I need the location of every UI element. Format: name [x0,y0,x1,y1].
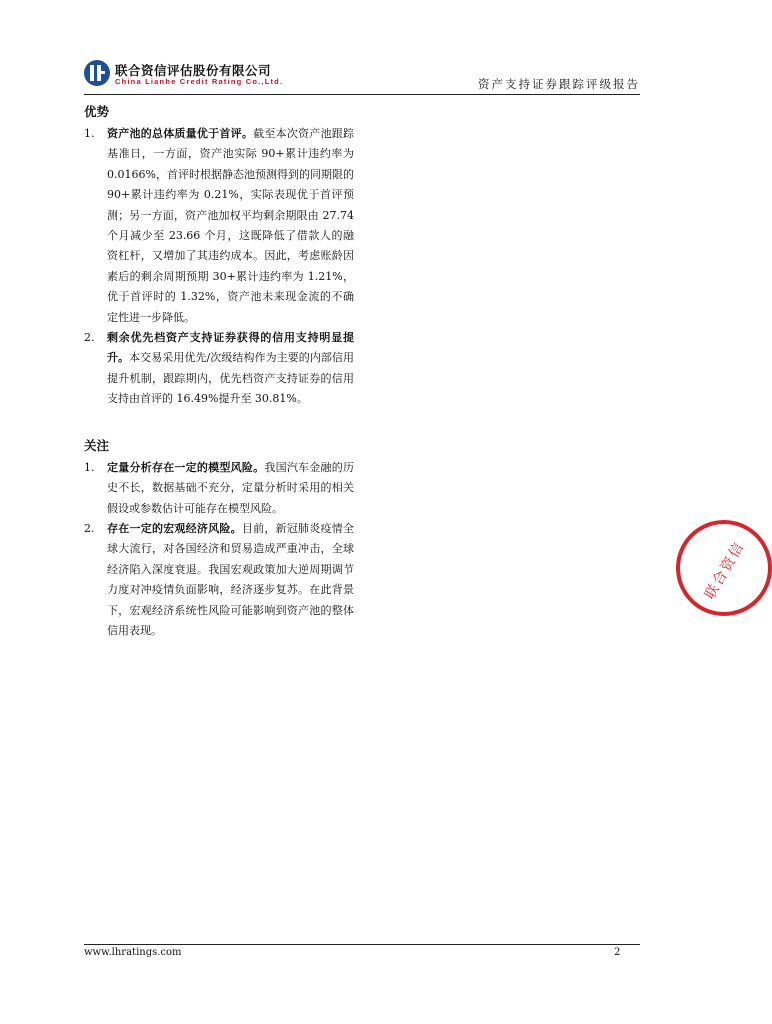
strength-item [84,124,354,328]
item-lead: 剩余优先档资产支持证券获得的信用支持明显提升。 [107,331,354,365]
concerns-title: 关注 [84,437,110,453]
item-lead: 存在一定的宏观经济风险。 [107,521,242,535]
concern-item [84,519,354,641]
item-number: 2. [84,521,95,535]
strength-item [84,328,354,410]
seal-text: 联合资信 [701,538,748,603]
footer-website: www.lhratings.com [84,947,182,958]
item-text: 截至本次资产池跟踪基准日，一方面，资产池实际 90+累计违约率为 0.0166%，首评时根据静态池预测得到的同期限的 90+累计违约率为 0.21%，实际表现优于首评预测；另一方面，资产池加权平均剩余期限由 27.74 个月减少至 23.66 个月，这既降低了借款人的融资杠杆，又增加了其违约成本。因此，考虑账龄因素后的剩余周期预期 30+累计违约率为 1.21%，优于首评时的 1.32%，资产池未来现金流的不确定性进一步降低。 [107,127,355,324]
company-name-cn: 联合资信评估股份有限公司 [115,63,272,78]
item-lead: 定量分析存在一定的模型风险。 [107,460,265,474]
item-body [107,328,354,410]
item-body [107,458,354,519]
company-logo-icon [84,60,110,86]
item-text: 我国汽车金融的历史不长，数据基础不充分，定量分析时采用的相关假设或参数估计可能存在模型风险。 [107,460,355,515]
page-header [84,60,640,92]
item-body [107,124,354,328]
company-seal-stamp [676,520,772,616]
item-lead: 资产池的总体质量优于首评。 [107,127,254,140]
item-text: 本交易采用优先/次级结构作为主要的内部信用提升机制，跟踪期内，优先档资产支持证券的信用支持由首评的 16.49%提升至 30.81%。 [107,351,354,406]
report-type: 资产支持证券跟踪评级报告 [478,77,640,91]
item-number: 2. [84,331,95,345]
concern-item [84,458,354,519]
item-text: 目前，新冠肺炎疫情全球大流行，对各国经济和贸易造成严重冲击，全球经济陷入深度衰退。我国宏观政策加大逆周期调节力度对冲疫情负面影响，经济逐步复苏。在此背景下，宏观经济系统性风险可能影响到资产池的整体信用表现。 [107,521,355,637]
item-body [107,519,354,641]
footer-divider [84,944,640,945]
header-divider [84,94,640,95]
item-number: 1. [84,127,95,140]
item-number: 1. [84,460,95,474]
main-content [84,100,354,641]
company-name-en: China Lianhe Credit Rating Co.,Ltd. [115,77,284,86]
page-number: 2 [614,947,621,958]
strengths-title: 优势 [84,104,110,119]
